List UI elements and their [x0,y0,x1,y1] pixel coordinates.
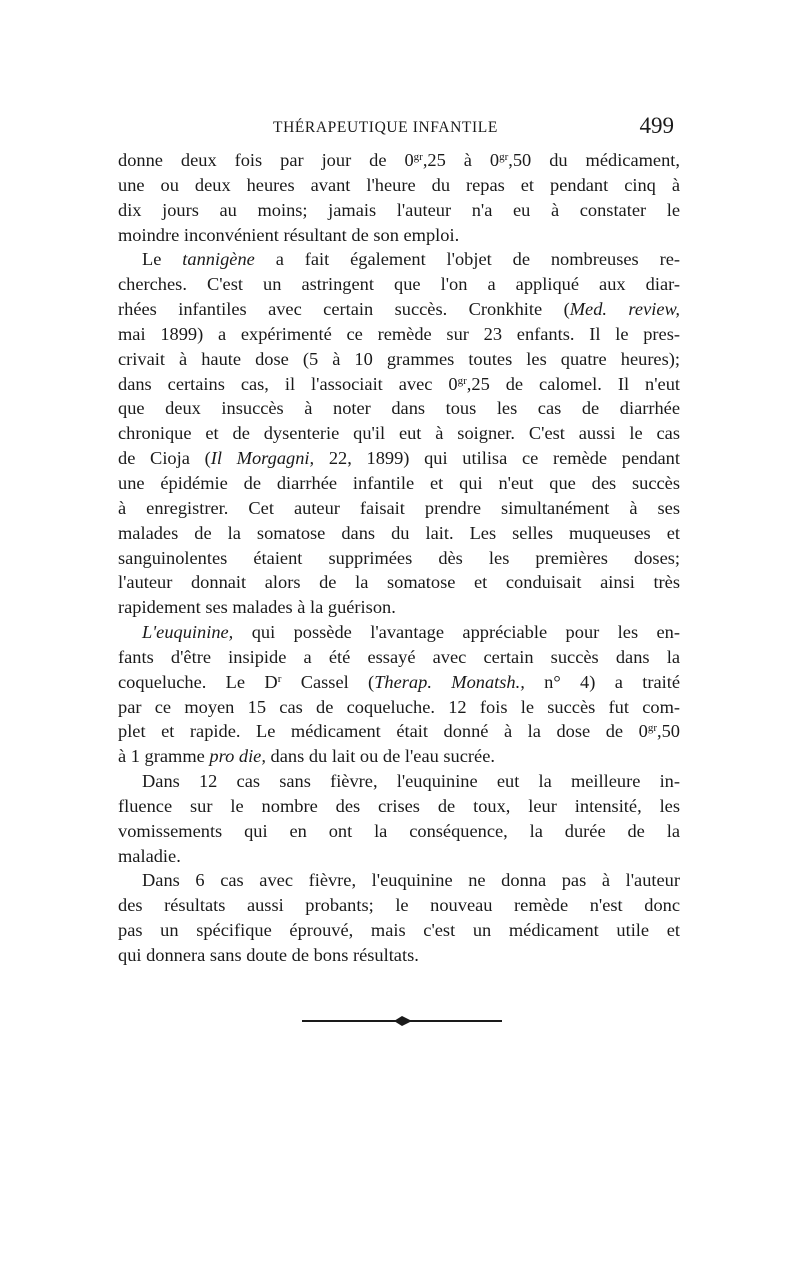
text-run: chronique et de dysenterie qu'il eut à soigner. C'est aussi le cas [118,423,680,444]
text-line [118,769,680,794]
italic-run: Il Morgagni, [210,448,315,469]
superscript: gr [457,374,467,387]
text-run: l'auteur donnait alors de la somatose et conduisait ainsi très [118,572,680,593]
text-line [118,148,680,173]
text-line [118,297,680,322]
text-run: à enregistrer. Cet auteur faisait prendre simultanément à ses [118,497,680,518]
text-run: des résultats aussi probants; le nouveau remède n'est donc [118,895,680,916]
text-run: dix jours au moins; jamais l'auteur n'a eu à constater le [118,199,680,220]
text-run: Dans 12 cas sans fièvre, l'euquinine eut la meilleure in- [142,771,680,792]
text-line [118,893,680,918]
text-run: coqueluche. Le D [118,671,278,692]
text-line [118,719,680,744]
text-line [118,868,680,893]
text-line [118,595,680,620]
body-text [118,148,680,968]
text-run: pas un spécifique éprouvé, mais c'est un médicament utile et [118,920,680,941]
text-run: Dans 6 cas avec fièvre, l'euquinine ne donna pas à l'auteur [142,870,680,891]
text-line [118,695,680,720]
text-line [118,347,680,372]
text-line [118,247,680,272]
superscript: r [277,672,282,685]
italic-run: Med. review, [569,299,680,320]
text-run: vomissements qui en ont la conséquence, la durée de la [118,820,680,841]
text-line [118,372,680,397]
text-run: ,50 du médicament, [508,150,680,170]
text-run: a fait également l'objet de nombreuses re- [254,249,680,270]
text-run: crivait à haute dose (5 à 10 grammes toutes les quatre heures); [118,348,680,369]
text-line [118,471,680,496]
text-run: fluence sur le nombre des crises de toux, leur intensité, les [118,795,680,816]
text-line [118,198,680,223]
end-ornament [302,1014,502,1028]
text-run: maladie. [118,845,181,866]
text-line [118,496,680,521]
text-line [118,223,680,248]
text-run: à 1 gramme [118,746,210,767]
text-run: rapidement ses malades à la guérison. [118,597,396,618]
text-line [118,421,680,446]
text-run: ,25 de calomel. Il n'eut [466,373,680,394]
text-line [118,570,680,595]
text-run: rhées infantiles avec certain succès. Cronkhite ( [118,299,570,320]
text-line [118,546,680,571]
text-run: de Cioja ( [118,448,211,469]
italic-run: pro die, [209,746,266,767]
text-run: qui possède l'avantage appréciable pour les en- [233,622,680,643]
italic-run: L'euquinine, [142,622,234,643]
text-run: moindre inconvénient résultant de son emploi. [118,224,460,245]
superscript: gr [413,151,423,163]
text-run: par ce moyen 15 cas de coqueluche. 12 fois le succès fut com- [118,696,680,717]
text-line [118,794,680,819]
text-run: Cassel ( [281,671,375,692]
text-line [118,670,680,695]
text-line [118,943,680,968]
text-run: dans du lait ou de l'eau sucrée. [265,746,495,767]
text-line [118,620,680,645]
text-line [118,918,680,943]
superscript: gr [647,722,657,735]
text-run: Le [142,249,183,270]
text-run: cherches. C'est un astringent que l'on a appliqué aux diar- [118,274,680,295]
text-run: mai 1899) a expérimenté ce remède sur 23 enfants. Il le pres- [118,323,680,344]
running-header [118,113,678,143]
text-line [118,173,680,198]
italic-run: Therap. Monatsh., [374,671,525,692]
text-run: dans certains cas, il l'associait avec 0 [118,373,458,394]
text-run: donne deux fois par jour de 0 [118,150,414,170]
text-line [118,446,680,471]
superscript: gr [499,151,509,163]
text-run: ,50 [657,721,680,742]
text-line [118,744,680,769]
text-run: ,25 à 0 [422,150,500,170]
italic-run: tannigène [182,249,255,270]
text-run: plet et rapide. Le médicament était donné à la dose de 0 [118,721,648,742]
text-line [118,819,680,844]
text-line [118,272,680,297]
text-run: n° 4) a traité [524,671,680,692]
text-run: que deux insuccès à noter dans tous les cas de diarrhée [118,398,680,419]
page-number: 499 [639,113,674,138]
text-run: malades de la somatose dans du lait. Les selles muqueuses et [118,522,680,543]
text-line [118,322,680,347]
text-run: 22, 1899) qui utilisa ce remède pendant [314,448,680,469]
text-run: une épidémie de diarrhée infantile et qui n'eut que des succès [118,472,680,493]
running-title: THÉRAPEUTIQUE INFANTILE [273,119,498,136]
text-line [118,396,680,421]
text-line [118,645,680,670]
text-line [118,521,680,546]
text-line [118,844,680,869]
text-run: fants d'être insipide a été essayé avec certain succès dans la [118,646,680,667]
text-run: sanguinolentes étaient supprimées dès les premières doses; [118,547,680,568]
text-run: qui donnera sans doute de bons résultats. [118,945,419,965]
text-run: une ou deux heures avant l'heure du repas et pendant cinq à [118,174,680,195]
